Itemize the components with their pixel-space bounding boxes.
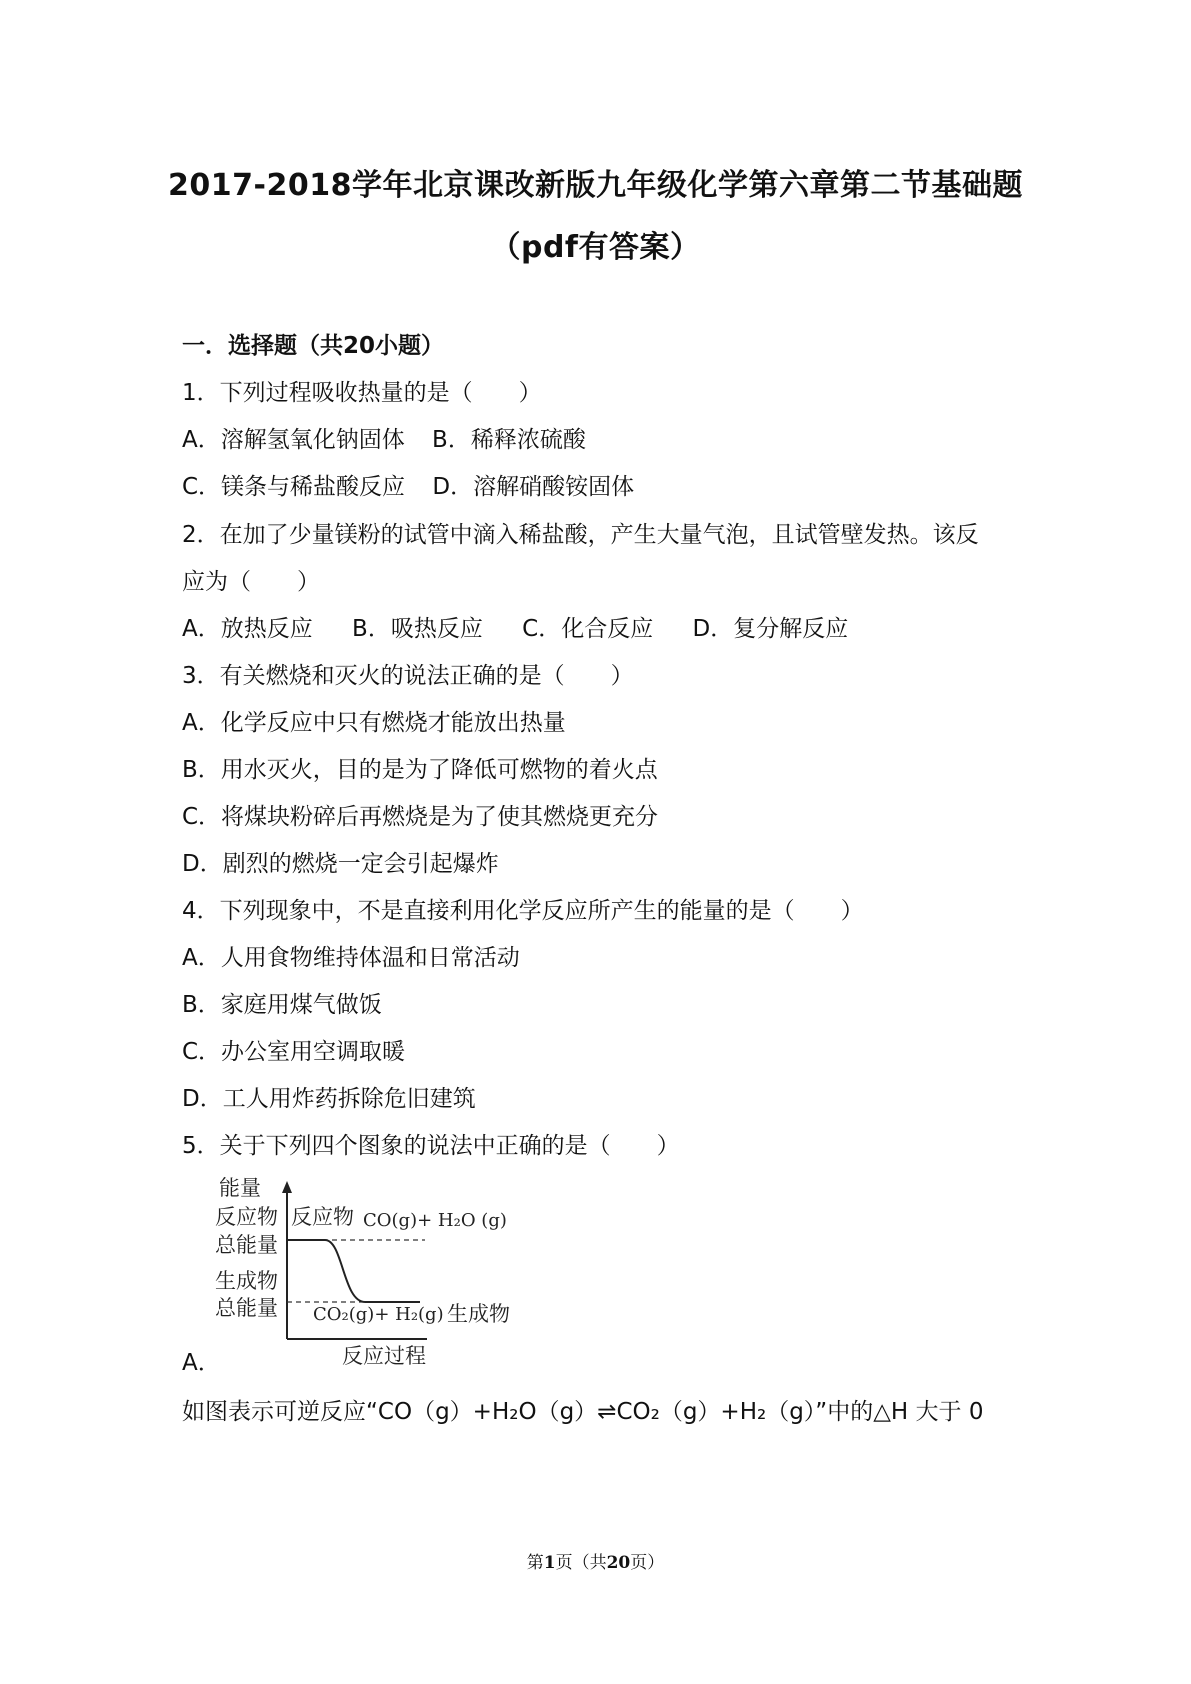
footer-suffix: 页） bbox=[630, 1553, 665, 1573]
question-2-stem-line2: 应为（ ） bbox=[182, 569, 320, 595]
question-2-option-d: D．复分解反应 bbox=[692, 616, 849, 642]
diagram-energy-curve bbox=[287, 1240, 420, 1302]
energy-diagram bbox=[215, 1167, 525, 1367]
question-3-option-b: B．用水灭火，目的是为了降低可燃物的着火点 bbox=[182, 757, 658, 783]
question-5-option-a-label: A． bbox=[182, 1350, 221, 1376]
question-3-option-a: A．化学反应中只有燃烧才能放出热量 bbox=[182, 710, 566, 736]
footer-prefix: 第 bbox=[526, 1553, 544, 1573]
question-2-option-c: C．化合反应 bbox=[522, 616, 654, 642]
question-3-option-c: C．将煤块粉碎后再燃烧是为了使其燃烧更充分 bbox=[182, 804, 659, 830]
question-3-option-d: D．剧烈的燃烧一定会引起爆炸 bbox=[182, 851, 499, 877]
section-heading: 一．选择题（共20小题） bbox=[182, 333, 445, 359]
question-4-option-b: B．家庭用煤气做饭 bbox=[182, 992, 382, 1018]
question-2-option-a: A．放热反应 bbox=[182, 616, 313, 642]
question-1-option-a: A．溶解氢氧化钠固体 bbox=[182, 427, 405, 453]
document-title-line2: （pdf有答案） bbox=[490, 230, 701, 265]
question-2-stem-line1: 2．在加了少量镁粉的试管中滴入稀盐酸，产生大量气泡，且试管壁发热。该反 bbox=[182, 522, 979, 548]
question-1-option-b: B．稀释浓硫酸 bbox=[432, 427, 586, 453]
question-5-stem: 5．关于下列四个图象的说法中正确的是（ ） bbox=[182, 1133, 680, 1159]
question-2-option-b: B．吸热反应 bbox=[352, 616, 483, 642]
question-5-option-a-text: 如图表示可逆反应“CO（g）+H₂O（g）⇌CO₂（g）+H₂（g）”中的△H 大于 0 bbox=[182, 1399, 984, 1425]
diagram-reactant-total-label-1: 反应物 bbox=[215, 1205, 278, 1229]
diagram-reactant-total-label-2: 总能量 bbox=[215, 1233, 278, 1257]
footer-total-pages: 20 bbox=[606, 1553, 631, 1573]
diagram-product-total-label-1: 生成物 bbox=[215, 1269, 278, 1293]
question-4-stem: 4．下列现象中，不是直接利用化学反应所产生的能量的是（ ） bbox=[182, 898, 864, 924]
question-4-option-d: D．工人用炸药拆除危旧建筑 bbox=[182, 1086, 476, 1112]
question-1-option-c: C．镁条与稀盐酸反应 bbox=[182, 474, 406, 500]
question-4-option-a: A．人用食物维持体温和日常活动 bbox=[182, 945, 520, 971]
diagram-y-axis-label: 能量 bbox=[219, 1176, 261, 1200]
question-1-options-row1 bbox=[182, 421, 606, 454]
document-title-line1: 2017-2018学年北京课改新版九年级化学第六章第二节基础题 bbox=[168, 168, 1023, 203]
question-1-options-row2 bbox=[182, 468, 654, 501]
question-1-stem: 1．下列过程吸收热量的是（ ） bbox=[182, 380, 542, 406]
diagram-x-axis-label: 反应过程 bbox=[342, 1344, 426, 1367]
diagram-y-axis-arrow bbox=[282, 1181, 292, 1193]
question-3-stem: 3．有关燃烧和灭火的说法正确的是（ ） bbox=[182, 663, 634, 689]
diagram-product-total-label-2: 总能量 bbox=[215, 1296, 278, 1320]
footer-middle: 页（共 bbox=[555, 1553, 607, 1573]
question-2-options bbox=[182, 610, 868, 643]
diagram-reactant-label: 反应物 bbox=[291, 1205, 354, 1229]
footer-page-number: 1 bbox=[543, 1553, 556, 1573]
question-1-option-d: D．溶解硝酸铵固体 bbox=[432, 474, 635, 500]
diagram-product-formula: CO₂(g)+ H₂(g) bbox=[313, 1304, 444, 1325]
question-4-option-c: C．办公室用空调取暖 bbox=[182, 1039, 406, 1065]
page-footer bbox=[0, 1548, 1191, 1573]
diagram-reactant-formula: CO(g)+ H₂O (g) bbox=[363, 1210, 507, 1231]
diagram-product-label: 生成物 bbox=[447, 1302, 510, 1326]
